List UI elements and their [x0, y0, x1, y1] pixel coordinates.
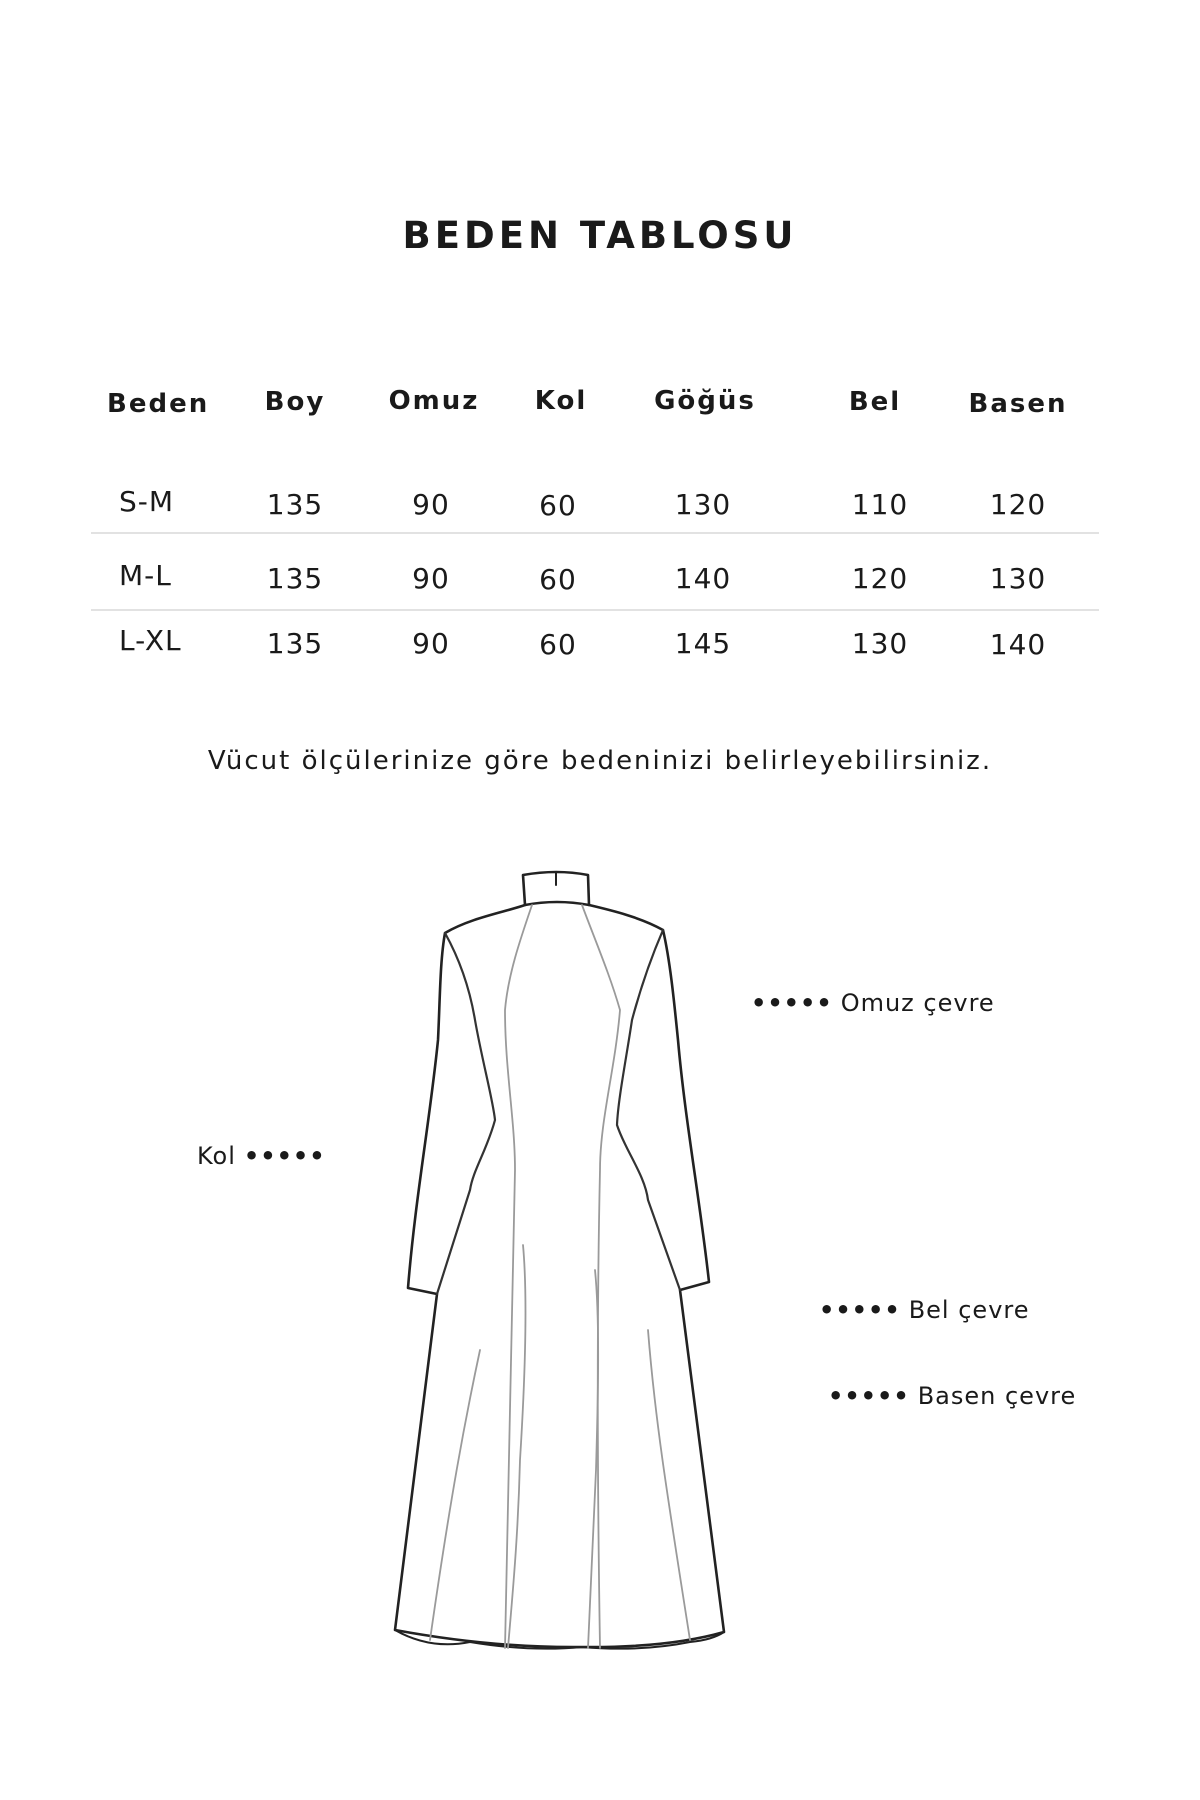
callout-kol: [197, 1142, 326, 1170]
dotted-leader-icon: •••••: [751, 989, 833, 1017]
table-cell: 130: [851, 627, 909, 660]
table-cell: 60: [539, 563, 577, 596]
header-beden: Beden: [107, 389, 210, 419]
table-cell-size: L-XL: [119, 624, 182, 657]
table-cell: 140: [674, 562, 732, 595]
table-cell: 140: [989, 628, 1047, 661]
table-cell: 120: [989, 488, 1047, 521]
table-cell: 135: [266, 488, 324, 521]
callout-basen: [828, 1382, 1076, 1410]
table-cell: 120: [851, 562, 909, 595]
table-cell: 135: [266, 562, 324, 595]
table-cell: 130: [674, 488, 732, 521]
table-cell: 135: [266, 627, 324, 660]
table-cell-size: M-L: [119, 559, 172, 592]
table-cell: 110: [851, 488, 909, 521]
header-basen: Basen: [968, 389, 1068, 419]
header-omuz: Omuz: [388, 386, 480, 416]
header-kol: Kol: [534, 386, 588, 416]
table-cell: 60: [539, 489, 577, 522]
header-gogus: Göğüs: [654, 386, 756, 416]
table-cell-size: S-M: [119, 485, 175, 518]
callout-bel: [819, 1296, 1030, 1324]
size-note: Vücut ölçülerinize göre bedeninizi belirleyebilirsiniz.: [207, 746, 993, 776]
page-title: BEDEN TABLOSU: [402, 214, 798, 257]
table-cell: 90: [412, 562, 450, 595]
dotted-leader-icon: •••••: [828, 1382, 910, 1410]
callout-omuz-label: Omuz çevre: [840, 989, 995, 1017]
callout-kol-label: Kol: [197, 1142, 236, 1170]
header-boy: Boy: [264, 387, 326, 417]
table-cell: 60: [539, 628, 577, 661]
table-cell: 130: [989, 562, 1047, 595]
table-cell: 90: [412, 627, 450, 660]
callout-basen-label: Basen çevre: [917, 1382, 1077, 1410]
dotted-leader-icon: •••••: [243, 1142, 326, 1170]
table-cell: 90: [412, 488, 450, 521]
dotted-leader-icon: •••••: [819, 1296, 901, 1324]
callout-bel-label: Bel çevre: [908, 1296, 1030, 1324]
header-bel: Bel: [848, 387, 902, 417]
table-cell: 145: [674, 627, 732, 660]
callout-omuz: [751, 989, 995, 1017]
